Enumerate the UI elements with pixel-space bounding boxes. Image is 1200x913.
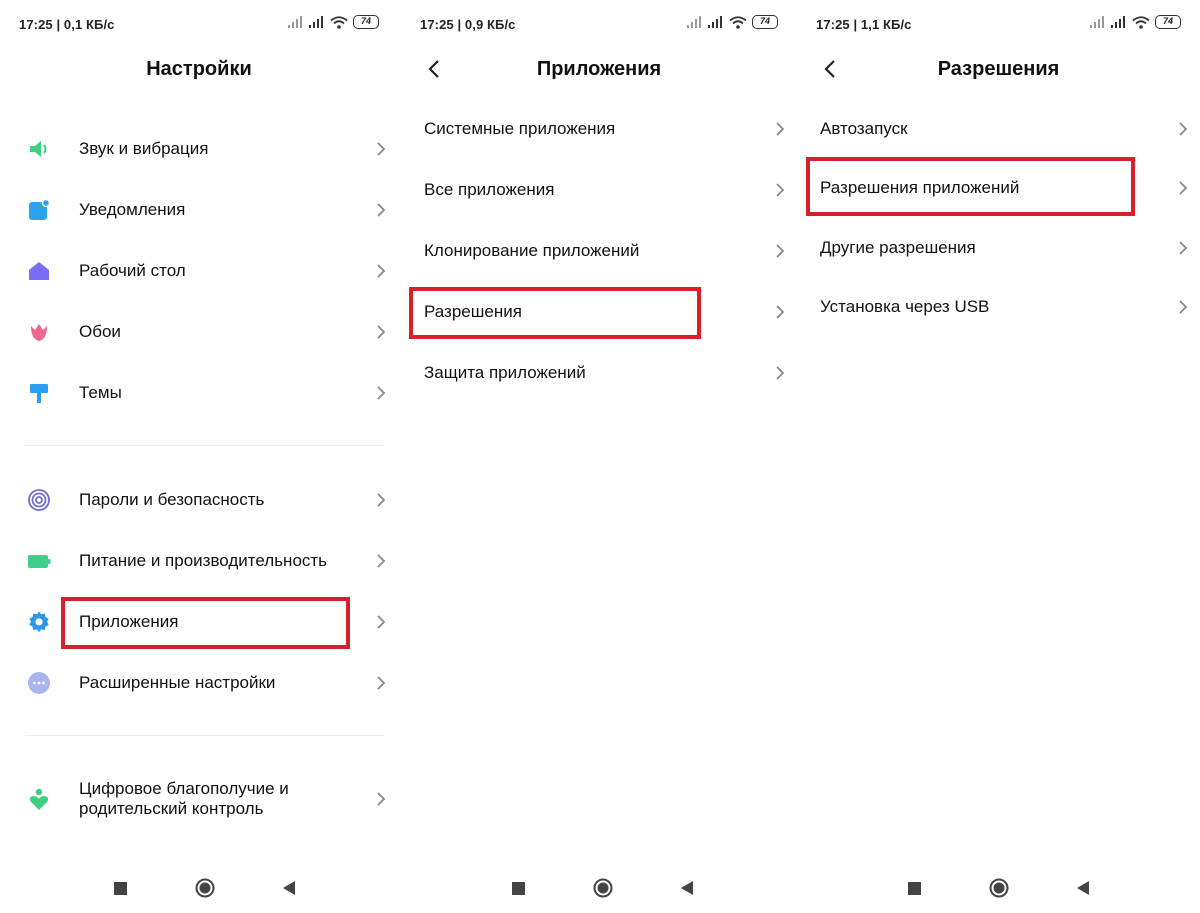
menu-item-label: Клонирование приложений bbox=[424, 241, 640, 260]
home-button[interactable] bbox=[587, 872, 619, 904]
menu-item-label: Разрешения приложений bbox=[820, 178, 1020, 197]
title-bar bbox=[0, 50, 398, 90]
battery-icon: 74 bbox=[1155, 15, 1181, 29]
chevron-right-icon bbox=[376, 141, 386, 157]
signal-icon bbox=[288, 16, 304, 28]
chevron-right-icon bbox=[1178, 240, 1188, 256]
settings-item-label: Питание и производительность bbox=[79, 551, 328, 570]
recent-apps-button[interactable] bbox=[104, 872, 136, 904]
chevron-right-icon bbox=[775, 365, 785, 381]
chevron-right-icon bbox=[376, 202, 386, 218]
menu-item-app-permissions[interactable] bbox=[797, 158, 1200, 218]
title-bar bbox=[401, 50, 797, 90]
title-bar bbox=[797, 50, 1200, 90]
chevron-right-icon bbox=[376, 614, 386, 630]
triangle-back-icon bbox=[1077, 881, 1090, 895]
settings-item-battery-performance[interactable] bbox=[0, 531, 398, 591]
settings-item-digital-wellbeing[interactable] bbox=[0, 769, 398, 829]
battery-icon: 74 bbox=[752, 15, 778, 29]
settings-item-themes[interactable] bbox=[0, 363, 398, 423]
status-bar bbox=[797, 0, 1200, 46]
chevron-right-icon bbox=[376, 385, 386, 401]
menu-item-system-apps[interactable] bbox=[401, 99, 797, 159]
status-time-speed: 17:25 | 1,1 КБ/с bbox=[816, 17, 912, 32]
settings-item-advanced[interactable] bbox=[0, 653, 398, 713]
page-title: Настройки bbox=[146, 58, 252, 80]
navigation-bar bbox=[0, 872, 398, 904]
circle-icon bbox=[989, 878, 1009, 898]
notification-icon bbox=[27, 198, 51, 222]
settings-item-sound[interactable] bbox=[0, 119, 398, 179]
menu-item-other-permissions[interactable] bbox=[797, 218, 1200, 278]
home-icon bbox=[27, 259, 51, 283]
apps-screen bbox=[401, 0, 797, 913]
chevron-right-icon bbox=[376, 492, 386, 508]
chevron-right-icon bbox=[775, 304, 785, 320]
chevron-right-icon bbox=[775, 182, 785, 198]
status-bar bbox=[401, 0, 797, 46]
page-title: Приложения bbox=[536, 58, 662, 80]
more-dots-icon bbox=[27, 671, 51, 695]
signal-icon bbox=[1111, 16, 1127, 28]
settings-item-label: Звук и вибрация bbox=[79, 139, 209, 158]
status-icons bbox=[1090, 15, 1181, 29]
wellbeing-heart-icon bbox=[27, 787, 51, 811]
navigation-bar bbox=[797, 872, 1200, 904]
signal-icon bbox=[708, 16, 724, 28]
chevron-right-icon bbox=[376, 791, 386, 807]
navigation-bar bbox=[401, 872, 797, 904]
speaker-icon bbox=[27, 137, 51, 161]
gear-icon bbox=[27, 610, 51, 634]
triangle-back-icon bbox=[681, 881, 694, 895]
status-time-speed: 17:25 | 0,1 КБ/с bbox=[19, 17, 115, 32]
menu-item-label: Разрешения bbox=[424, 302, 522, 321]
settings-item-wallpaper[interactable] bbox=[0, 302, 398, 362]
chevron-right-icon bbox=[1178, 121, 1188, 137]
menu-item-label: Автозапуск bbox=[820, 119, 908, 138]
settings-item-notifications[interactable] bbox=[0, 180, 398, 240]
signal-icon bbox=[687, 16, 703, 28]
chevron-right-icon bbox=[376, 324, 386, 340]
battery-icon: 74 bbox=[353, 15, 379, 29]
menu-item-label: Установка через USB bbox=[820, 297, 990, 316]
settings-item-desktop[interactable] bbox=[0, 241, 398, 301]
tulip-icon bbox=[27, 320, 51, 344]
paint-roller-icon bbox=[27, 381, 51, 405]
settings-item-label: Уведомления bbox=[79, 200, 186, 219]
chevron-right-icon bbox=[376, 263, 386, 279]
menu-item-all-apps[interactable] bbox=[401, 160, 797, 220]
page-title: Разрешения bbox=[937, 58, 1060, 80]
chevron-right-icon bbox=[1178, 180, 1188, 196]
wifi-icon bbox=[1132, 16, 1150, 29]
circle-icon bbox=[195, 878, 215, 898]
settings-item-passwords-security[interactable] bbox=[0, 470, 398, 530]
settings-item-apps[interactable] bbox=[0, 592, 398, 652]
settings-screen bbox=[0, 0, 398, 913]
triangle-back-icon bbox=[283, 881, 296, 895]
chevron-right-icon bbox=[376, 675, 386, 691]
menu-item-app-protection[interactable] bbox=[401, 343, 797, 403]
settings-item-label: Пароли и безопасность bbox=[79, 490, 265, 509]
signal-icon bbox=[1090, 16, 1106, 28]
settings-item-label: Цифровое благополучие и родительский контроль bbox=[79, 779, 289, 818]
menu-item-label: Защита приложений bbox=[424, 363, 586, 382]
menu-item-label: Все приложения bbox=[424, 180, 555, 199]
back-nav-button[interactable] bbox=[273, 872, 305, 904]
settings-item-label: Обои bbox=[79, 322, 121, 341]
back-nav-button[interactable] bbox=[1067, 872, 1099, 904]
square-icon bbox=[512, 882, 525, 895]
chevron-right-icon bbox=[775, 121, 785, 137]
recent-apps-button[interactable] bbox=[502, 872, 534, 904]
fingerprint-icon bbox=[27, 488, 51, 512]
settings-item-label: Рабочий стол bbox=[79, 261, 186, 280]
square-icon bbox=[114, 882, 127, 895]
menu-item-label: Системные приложения bbox=[424, 119, 616, 138]
home-button[interactable] bbox=[189, 872, 221, 904]
section-divider bbox=[25, 445, 384, 446]
menu-item-clone-apps[interactable] bbox=[401, 221, 797, 281]
settings-item-label: Темы bbox=[79, 383, 122, 402]
menu-item-usb-install[interactable] bbox=[797, 277, 1200, 337]
section-divider bbox=[25, 735, 384, 736]
status-icons bbox=[687, 15, 778, 29]
home-button[interactable] bbox=[983, 872, 1015, 904]
circle-icon bbox=[593, 878, 613, 898]
chevron-right-icon bbox=[376, 553, 386, 569]
wifi-icon bbox=[729, 16, 747, 29]
wifi-icon bbox=[330, 16, 348, 29]
settings-item-label: Приложения bbox=[79, 612, 179, 631]
permissions-screen bbox=[797, 0, 1200, 913]
menu-item-label: Другие разрешения bbox=[820, 238, 976, 257]
chevron-right-icon bbox=[775, 243, 785, 259]
recent-apps-button[interactable] bbox=[898, 872, 930, 904]
chevron-right-icon bbox=[1178, 299, 1188, 315]
menu-item-permissions[interactable] bbox=[401, 282, 797, 342]
status-time-speed: 17:25 | 0,9 КБ/с bbox=[420, 17, 516, 32]
menu-item-autostart[interactable] bbox=[797, 99, 1200, 159]
settings-item-label: Расширенные настройки bbox=[79, 673, 276, 692]
signal-icon bbox=[309, 16, 325, 28]
battery-icon bbox=[27, 549, 51, 573]
status-bar bbox=[0, 0, 398, 46]
status-icons bbox=[288, 15, 379, 29]
back-nav-button[interactable] bbox=[671, 872, 703, 904]
square-icon bbox=[908, 882, 921, 895]
